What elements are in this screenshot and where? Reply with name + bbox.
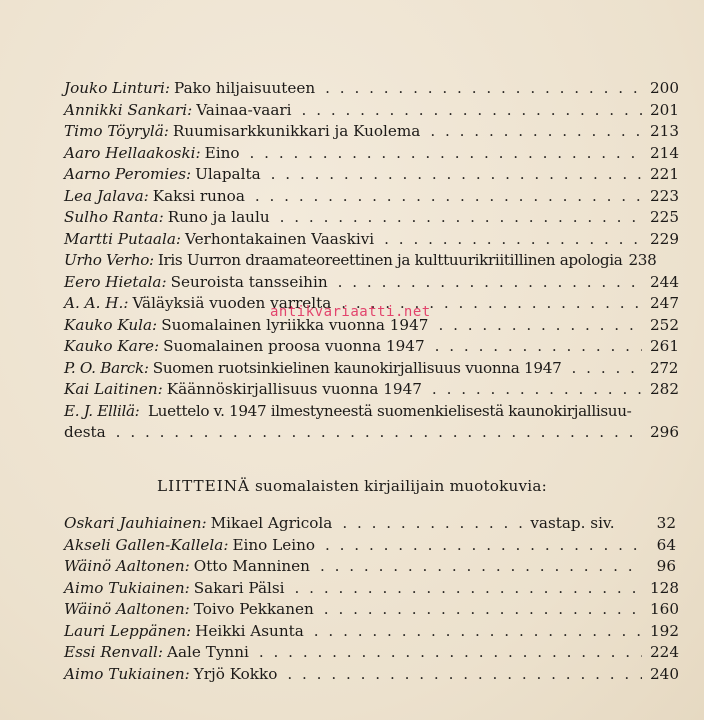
entry-author: Aarno Peromies: [64, 165, 192, 183]
entry-title: Verhontakainen Vaaskivi [185, 229, 375, 248]
entry-page: 272 [650, 358, 679, 377]
dot-leader [384, 229, 642, 251]
dot-leader [280, 207, 642, 229]
entry-title: Eino [204, 143, 240, 162]
appendix-list [64, 513, 679, 685]
entry-author: Essi Renvall: [64, 643, 164, 661]
appendix-heading [0, 477, 704, 495]
entry-page: 252 [650, 315, 679, 334]
toc-entry [64, 336, 679, 358]
toc-entry [64, 379, 679, 401]
entry-page: 96 [656, 557, 676, 575]
entry-author: A. A. H.: [64, 294, 129, 312]
dot-leader [325, 78, 642, 100]
appendix-entry [64, 664, 679, 686]
toc-entry [64, 100, 679, 122]
dot-leader [271, 164, 642, 186]
appendix-heading-caps: LIITTEINÄ [157, 477, 251, 495]
appendix-entry [64, 556, 676, 578]
toc-entry [64, 121, 679, 143]
entry-author: Annikki Sankari: [64, 100, 193, 119]
entry-title: Mikael Agricola [210, 514, 333, 532]
dot-leader [295, 578, 642, 600]
entry-page: 225 [650, 208, 679, 226]
entry-page: 247 [650, 294, 679, 312]
dot-leader [438, 315, 642, 337]
entry-author: Kauko Kare: [64, 337, 160, 355]
entry-page: 296 [650, 423, 679, 441]
dot-leader [572, 358, 642, 380]
entry-author: Lauri Leppänen: [64, 621, 192, 640]
toc-entry [64, 164, 679, 186]
appendix-entry [64, 621, 679, 643]
entry-page: 221 [650, 165, 679, 183]
entry-page: 200 [650, 79, 679, 97]
appendix-entry [64, 642, 679, 664]
dot-leader [255, 186, 642, 208]
entry-author: Wäinö Aaltonen: [64, 557, 190, 575]
entry-author: Lea Jalava: [64, 186, 149, 205]
entry-author: Akseli Gallen-Kallela: [64, 535, 229, 554]
watermark-text: antikvariaatti.net [270, 304, 431, 320]
entry-author: P. O. Barck: [64, 358, 149, 377]
entry-author: Martti Putaala: [64, 229, 181, 248]
dot-leader [320, 556, 642, 578]
entry-author: Timo Töyrylä: [64, 122, 169, 140]
entry-author: Wäinö Aaltonen: [64, 600, 190, 618]
entry-page: 238 [628, 251, 657, 269]
entry-title: Runo ja laulu [167, 208, 270, 226]
entry-author: Urho Verho: [64, 251, 154, 269]
dot-leader [250, 143, 642, 165]
entry-page: 32 [656, 514, 676, 532]
toc-entry [64, 229, 679, 251]
dot-leader [435, 336, 642, 358]
entry-page: 214 [650, 143, 679, 162]
entry-title: Aale Tynni [167, 643, 249, 661]
toc-entry [64, 143, 679, 165]
toc-entry-last [64, 401, 676, 423]
entry-note: vastap. siv. [530, 514, 615, 532]
entry-title: Eino Leino [232, 535, 315, 554]
entry-title: Seuroista tansseihin [170, 272, 328, 291]
contents-list [64, 78, 679, 444]
toc-entry [64, 272, 679, 294]
entry-page: 201 [650, 100, 679, 119]
entry-page: 244 [650, 272, 679, 291]
entry-page: 261 [650, 337, 679, 355]
entry-page: 160 [650, 600, 679, 618]
entry-title: Ruumisarkkunikkari ja Kuolema [172, 122, 421, 140]
entry-title-line2: desta [64, 423, 106, 441]
entry-author: Kai Laitinen: [64, 380, 163, 398]
dot-leader [325, 535, 642, 557]
entry-title: Sakari Pälsi [193, 578, 285, 597]
entry-author: Jouko Linturi: [64, 79, 171, 97]
entry-title: Käännöskirjallisuus vuonna 1947 [166, 380, 422, 398]
appendix-entry [64, 599, 679, 621]
entry-author: Oskari Jauhiainen: [64, 514, 207, 532]
dot-leader [116, 422, 642, 444]
appendix-entry [64, 513, 676, 535]
entry-page: 64 [656, 535, 676, 554]
appendix-heading-text: suomalaisten kirjailijain muotokuvia: [255, 477, 547, 495]
toc-entry [64, 250, 676, 272]
entry-title: Suomalainen lyriikka vuonna 1947 [161, 315, 429, 334]
dot-leader [432, 379, 642, 401]
entry-title: Pako hiljaisuuteen [174, 79, 316, 97]
toc-entry [64, 78, 679, 100]
entry-title-line1: Luettelo v. 1947 ilmestyneestä suomenkielisestä kaunokirjallisuu- [147, 401, 632, 420]
entry-page: 224 [650, 643, 679, 661]
entry-title: Suomen ruotsinkielinen kaunokirjallisuus vuonna 1947 [152, 358, 562, 377]
toc-entry [64, 358, 679, 380]
entry-author: Aaro Hellaakoski: [64, 143, 201, 162]
dot-leader [287, 664, 642, 686]
dot-leader [324, 599, 642, 621]
entry-author: Aimo Tukiainen: [64, 664, 190, 683]
dot-leader [338, 272, 642, 294]
entry-title: Heikki Asunta [195, 621, 304, 640]
entry-title: Kaksi runoa [152, 186, 245, 205]
entry-title: Toivo Pekkanen [193, 600, 314, 618]
entry-author: Aimo Tukiainen: [64, 578, 190, 597]
entry-page: 192 [650, 621, 679, 640]
entry-page: 229 [650, 229, 679, 248]
entry-title: Suomalainen proosa vuonna 1947 [163, 337, 425, 355]
entry-title: Otto Manninen [193, 557, 310, 575]
entry-author: Sulho Ranta: [64, 208, 164, 226]
toc-entry-last-continued [64, 422, 679, 444]
dot-leader [259, 642, 642, 664]
dot-leader [314, 621, 642, 643]
entry-author: E. J. Ellilä: [64, 401, 140, 420]
entry-page: 223 [650, 186, 679, 205]
entry-title: Vainaa-vaari [196, 100, 292, 119]
entry-author: Kauko Kula: [64, 315, 158, 334]
entry-page: 213 [650, 122, 679, 140]
entry-page: 128 [650, 578, 679, 597]
toc-entry [64, 186, 679, 208]
appendix-entry [64, 578, 679, 600]
entry-title: Väläyksiä vuoden varrelta [132, 294, 332, 312]
entry-title: Ulapalta [195, 165, 261, 183]
entry-title: Yrjö Kokko [193, 664, 278, 683]
dot-leader [342, 513, 522, 535]
entry-page: 282 [650, 380, 679, 398]
toc-entry [64, 207, 679, 229]
appendix-entry [64, 535, 676, 557]
entry-page: 240 [650, 664, 679, 683]
dot-leader [430, 121, 642, 143]
entry-author: Eero Hietala: [64, 272, 167, 291]
dot-leader [302, 100, 642, 122]
entry-title: Iris Uurron draamateoreettinen ja kulttuurikriitillinen apologia [157, 251, 623, 269]
